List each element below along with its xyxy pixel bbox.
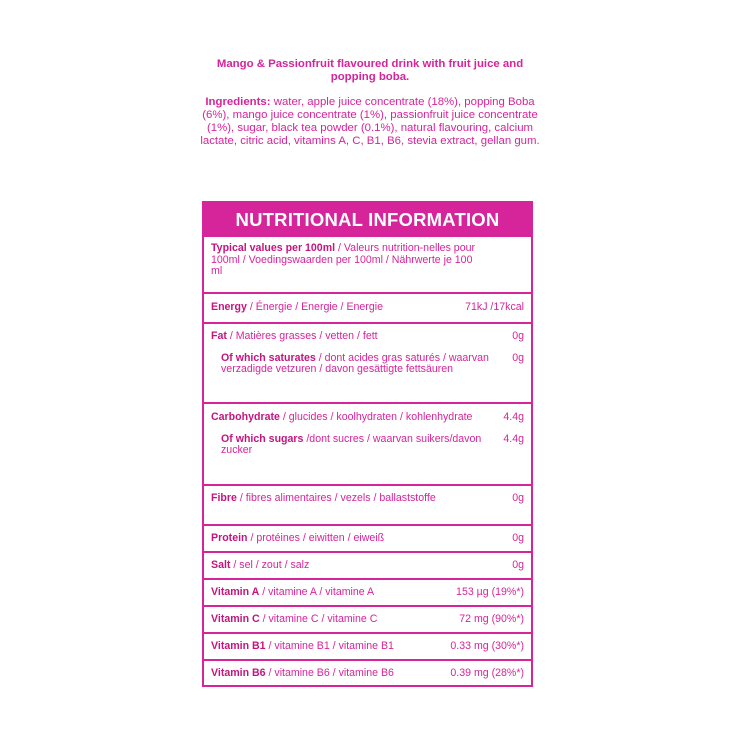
fat-translations: / Matières grasses / vetten / fett [226,330,378,342]
vitamin-b1-label: Vitamin B1 [211,640,266,652]
fibre-row [204,484,531,524]
product-description-block [200,58,540,148]
vitamin-b6-value: 0.39 mg (28%*) [450,667,524,679]
vitamin-b1-row [204,632,531,659]
ingredients-list: water, apple juice concentrate (18%), popping Boba (6%), mango juice concentrate (1%), passionfruit juice concentrate (1%), sugar, black tea powder (0.1%), natural flavouring, calcium lactate, citric acid, vitamins A, C, B1, B6, stevia extract, gellan gum. [200,96,540,147]
fibre-value: 0g [512,492,524,504]
vitamin-a-label: Vitamin A [211,586,260,598]
ingredients-text [200,96,540,148]
vitamin-b6-translations: / vitamine B6 / vitamine B6 [265,667,394,679]
fat-row [204,322,531,402]
protein-label: Protein [211,532,248,544]
saturates-label: Of which saturates [221,351,316,364]
saturates-value: 0g [512,351,524,364]
vitamin-b6-label: Vitamin B6 [211,667,266,679]
fat-label: Fat [211,330,227,342]
typical-values-translations: / Valeurs nutrition-nelles pour 100ml / Voedingswaarden per 100ml / Nährwerte je 100 ml [211,242,476,278]
vitamin-c-translations: / vitamine C / vitamine C [259,613,378,625]
sugars-label: Of which sugars [221,432,304,445]
energy-value: 71kJ /17kcal [465,301,524,313]
sugars-translations: /dont sucres / waarvan suikers/davon zucker [221,432,482,457]
vitamin-b1-value: 0.33 mg (30%*) [450,640,524,652]
typical-values-row [204,235,531,292]
protein-row [204,524,531,551]
vitamin-c-row [204,605,531,632]
typical-values-label: Typical values per 100ml [211,242,336,254]
fibre-label: Fibre [211,492,237,504]
ingredients-label: Ingredients: [205,96,271,108]
vitamin-a-row [204,578,531,605]
carbohydrate-row [204,402,531,484]
saturates-translations: / dont acides gras saturés / waarvan verzadigde vetzuren / davon gesättigte fettsäuren [221,351,489,376]
energy-translations: / Énergie / Energie / Energie [246,301,383,313]
vitamin-b1-translations: / vitamine B1 / vitamine B1 [265,640,394,652]
nutrition-table [202,201,533,687]
nutrition-table-title: NUTRITIONAL INFORMATION [204,203,531,235]
energy-label: Energy [211,301,247,313]
carbohydrate-translations: / glucides / koolhydraten / kohlenhydrate [279,411,473,423]
fibre-translations: / fibres alimentaires / vezels / ballaststoffe [236,492,436,504]
salt-label: Salt [211,559,231,571]
salt-row [204,551,531,578]
saturates-row [211,353,524,376]
protein-value: 0g [512,532,524,544]
vitamin-a-value: 153 µg (19%*) [456,586,524,598]
vitamin-c-value: 72 mg (90%*) [459,613,524,625]
vitamin-a-translations: / vitamine A / vitamine A [259,586,375,598]
protein-translations: / protéines / eiwitten / eiweiß [247,532,385,544]
carbohydrate-value: 4.4g [503,411,524,423]
vitamin-b6-row [204,659,531,685]
carbohydrate-label: Carbohydrate [211,411,280,423]
vitamin-c-label: Vitamin C [211,613,260,625]
salt-translations: / sel / zout / salz [230,559,310,571]
sugars-row [211,434,524,457]
salt-value: 0g [512,559,524,571]
fat-value: 0g [512,330,524,342]
product-description: Mango & Passionfruit flavoured drink with fruit juice and popping boba. [216,58,524,83]
sugars-value: 4.4g [503,432,524,445]
energy-row [204,292,531,322]
